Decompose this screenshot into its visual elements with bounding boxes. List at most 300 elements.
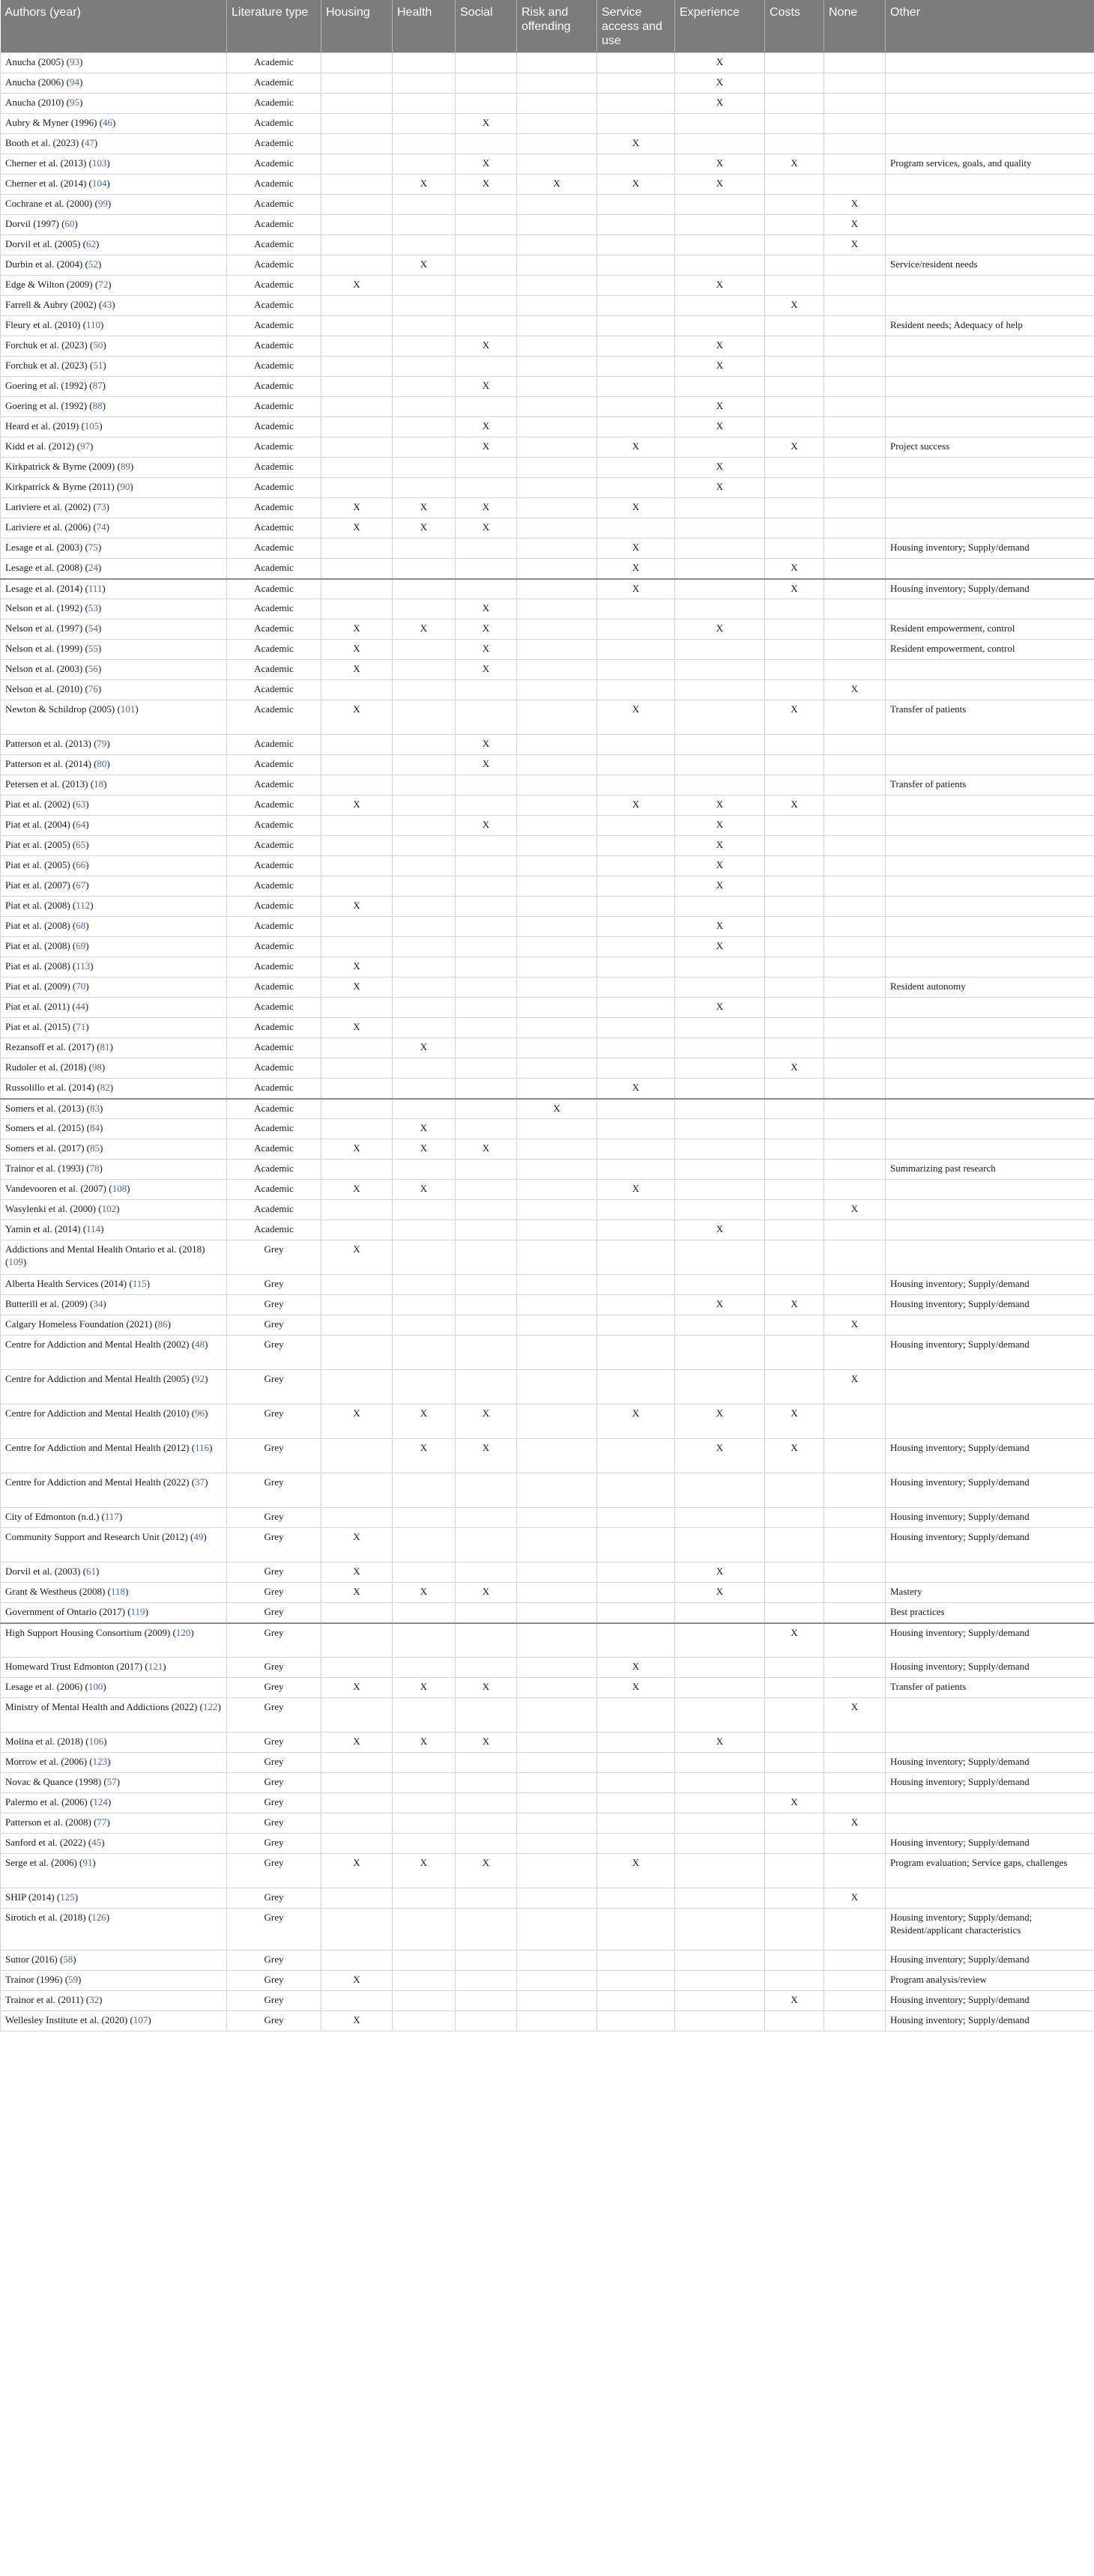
none-cell <box>824 1508 886 1528</box>
reference-link[interactable]: 47 <box>84 137 94 148</box>
table-row <box>1 836 1094 856</box>
author-text: Aubry & Myner (1996) <box>5 117 97 128</box>
literature-type-cell: Grey <box>227 1404 321 1439</box>
housing-cell <box>321 195 393 215</box>
author-cell: Booth et al. (2023) (47) <box>1 134 227 154</box>
literature-type-cell: Academic <box>227 1099 321 1119</box>
col-header-costs: Costs <box>765 0 824 53</box>
social-cell <box>456 579 517 599</box>
social-cell: X <box>456 114 517 134</box>
none-cell: X <box>824 1370 886 1404</box>
reference-link[interactable]: 78 <box>89 1163 100 1174</box>
costs-cell <box>765 1773 824 1793</box>
reference-link[interactable]: 121 <box>148 1661 163 1672</box>
reference-link[interactable]: 91 <box>82 1857 93 1868</box>
reference-link[interactable]: 82 <box>100 1082 110 1093</box>
author-cell: Russolillo et al. (2014) (82) <box>1 1079 227 1099</box>
housing-cell <box>321 1813 393 1834</box>
literature-type-cell: Academic <box>227 735 321 755</box>
reference-link[interactable]: 96 <box>195 1407 205 1419</box>
table-row <box>1 1404 1094 1439</box>
reference-link[interactable]: 76 <box>88 683 98 694</box>
service-access-cell <box>597 1813 675 1834</box>
none-cell <box>824 1275 886 1295</box>
author-text: Kidd et al. (2012) <box>5 440 75 452</box>
reference-link[interactable]: 32 <box>89 1994 100 2005</box>
risk-cell <box>517 876 597 897</box>
author-text: Lesage et al. (2008) <box>5 562 83 573</box>
reference-link[interactable]: 61 <box>85 1566 96 1577</box>
service-access-cell <box>597 1971 675 1991</box>
reference-link[interactable]: 59 <box>68 1974 79 1985</box>
other-cell <box>886 357 1094 377</box>
service-access-cell <box>597 1603 675 1623</box>
reference-link[interactable]: 119 <box>130 1606 145 1617</box>
none-cell <box>824 2011 886 2031</box>
reference-link[interactable]: 94 <box>69 76 79 88</box>
service-access-cell: X <box>597 134 675 154</box>
social-cell <box>456 957 517 978</box>
costs-cell <box>765 53 824 73</box>
reference-link[interactable]: 64 <box>76 819 86 830</box>
author-cell: Sanford et al. (2022) (45) <box>1 1834 227 1854</box>
table-row <box>1 1370 1094 1404</box>
reference-link[interactable]: 122 <box>202 1701 218 1712</box>
reference-link[interactable]: 58 <box>63 1954 73 1965</box>
housing-cell <box>321 316 393 336</box>
other-cell: Project success <box>886 437 1094 458</box>
housing-cell <box>321 559 393 579</box>
reference-link[interactable]: 105 <box>84 420 100 431</box>
author-cell: Trainor (1996) (59) <box>1 1971 227 1991</box>
reference-link[interactable]: 103 <box>91 157 107 169</box>
author-cell: Piat et al. (2008) (113) <box>1 957 227 978</box>
housing-cell <box>321 816 393 836</box>
housing-cell <box>321 73 393 94</box>
reference-link[interactable]: 92 <box>195 1373 205 1384</box>
health-cell <box>393 1888 456 1909</box>
reference-link[interactable]: 123 <box>92 1756 108 1767</box>
none-cell <box>824 1295 886 1315</box>
housing-cell: X <box>321 1139 393 1160</box>
social-cell <box>456 1038 517 1058</box>
risk-cell <box>517 114 597 134</box>
other-cell: Housing inventory; Supply/demand <box>886 1658 1094 1678</box>
health-cell: X <box>393 1583 456 1603</box>
experience-cell <box>675 235 765 255</box>
other-cell <box>886 114 1094 134</box>
experience-cell: X <box>675 458 765 478</box>
risk-cell <box>517 539 597 559</box>
reference-link[interactable]: 115 <box>132 1278 147 1289</box>
none-cell <box>824 1336 886 1370</box>
literature-type-cell: Academic <box>227 680 321 700</box>
author-text: Nelson et al. (2003) <box>5 663 83 674</box>
experience-cell <box>675 1038 765 1058</box>
author-text: Nelson et al. (1999) <box>5 643 83 654</box>
author-text: Piat et al. (2002) <box>5 798 70 810</box>
author-cell: Aubry & Myner (1996) (46) <box>1 114 227 134</box>
social-cell: X <box>456 518 517 539</box>
table-row <box>1 134 1094 154</box>
reference-link[interactable]: 57 <box>106 1776 117 1787</box>
author-cell: Molina et al. (2018) (106) <box>1 1733 227 1753</box>
health-cell <box>393 897 456 917</box>
literature-type-cell: Academic <box>227 917 321 937</box>
author-cell: Alberta Health Services (2014) (115) <box>1 1275 227 1295</box>
literature-type-cell: Academic <box>227 1079 321 1099</box>
social-cell <box>456 1888 517 1909</box>
reference-link[interactable]: 34 <box>93 1298 103 1309</box>
other-cell: Resident needs; Adequacy of help <box>886 316 1094 336</box>
reference-link[interactable]: 69 <box>76 940 86 951</box>
none-cell <box>824 856 886 876</box>
reference-link[interactable]: 111 <box>88 582 103 594</box>
housing-cell <box>321 397 393 417</box>
experience-cell <box>675 1079 765 1099</box>
housing-cell <box>321 1473 393 1508</box>
risk-cell <box>517 1623 597 1658</box>
reference-link[interactable]: 112 <box>76 900 91 911</box>
experience-cell <box>675 1508 765 1528</box>
reference-link[interactable]: 113 <box>76 960 91 972</box>
reference-link[interactable]: 63 <box>76 798 86 810</box>
reference-link[interactable]: 43 <box>102 299 112 310</box>
literature-type-cell: Grey <box>227 1295 321 1315</box>
reference-link[interactable]: 80 <box>97 758 107 769</box>
reference-link[interactable]: 77 <box>97 1816 107 1828</box>
author-cell: Grant & Westheus (2008) (118) <box>1 1583 227 1603</box>
health-cell <box>393 978 456 998</box>
none-cell <box>824 498 886 518</box>
reference-link[interactable]: 118 <box>110 1586 126 1597</box>
reference-link[interactable]: 65 <box>76 839 86 850</box>
reference-link[interactable]: 126 <box>91 1912 106 1923</box>
housing-cell <box>321 539 393 559</box>
reference-link[interactable]: 97 <box>80 440 91 452</box>
health-cell <box>393 1834 456 1854</box>
reference-link[interactable]: 67 <box>76 879 86 891</box>
reference-link[interactable]: 48 <box>195 1339 205 1350</box>
costs-cell: X <box>765 1295 824 1315</box>
costs-cell: X <box>765 1991 824 2011</box>
risk-cell <box>517 1220 597 1240</box>
housing-cell: X <box>321 1563 393 1583</box>
other-cell <box>886 235 1094 255</box>
reference-link[interactable]: 117 <box>104 1511 119 1522</box>
housing-cell <box>321 775 393 795</box>
author-cell: Novac & Quance (1998) (57) <box>1 1773 227 1793</box>
costs-cell <box>765 1220 824 1240</box>
author-cell: Palermo et al. (2006) (124) <box>1 1793 227 1813</box>
author-text: Centre for Addiction and Mental Health (2010) <box>5 1407 190 1419</box>
reference-link[interactable]: 74 <box>96 521 106 533</box>
risk-cell <box>517 1528 597 1563</box>
experience-cell <box>675 134 765 154</box>
costs-cell: X <box>765 1058 824 1079</box>
risk-cell <box>517 1018 597 1038</box>
reference-link[interactable]: 124 <box>93 1796 108 1807</box>
health-cell <box>393 437 456 458</box>
author-cell: Patterson et al. (2008) (77) <box>1 1813 227 1834</box>
reference-link[interactable]: 110 <box>85 319 100 330</box>
reference-link[interactable]: 101 <box>120 703 136 715</box>
reference-link[interactable]: 99 <box>97 198 108 209</box>
author-text: Cherner et al. (2014) <box>5 178 87 189</box>
none-cell <box>824 876 886 897</box>
other-cell: Housing inventory; Supply/demand <box>886 1295 1094 1315</box>
author-cell: Cochrane et al. (2000) (99) <box>1 195 227 215</box>
reference-link[interactable]: 125 <box>60 1891 75 1903</box>
housing-cell <box>321 1079 393 1099</box>
other-cell <box>886 599 1094 619</box>
health-cell <box>393 957 456 978</box>
housing-cell: X <box>321 795 393 816</box>
none-cell <box>824 1439 886 1473</box>
author-text: Vandevooren et al. (2007) <box>5 1183 107 1194</box>
health-cell <box>393 1079 456 1099</box>
other-cell: Transfer of patients <box>886 700 1094 735</box>
none-cell <box>824 1951 886 1971</box>
reference-link[interactable]: 89 <box>120 461 130 472</box>
reference-link[interactable]: 88 <box>92 400 103 411</box>
other-cell <box>886 134 1094 154</box>
none-cell: X <box>824 215 886 235</box>
author-text: Forchuk et al. (2023) <box>5 360 88 371</box>
reference-link[interactable]: 50 <box>93 339 103 351</box>
reference-link[interactable]: 45 <box>91 1837 102 1848</box>
reference-link[interactable]: 86 <box>157 1318 168 1330</box>
health-cell <box>393 640 456 660</box>
costs-cell <box>765 755 824 775</box>
health-cell <box>393 795 456 816</box>
author-cell: Petersen et al. (2013) (18) <box>1 775 227 795</box>
costs-cell <box>765 417 824 437</box>
table-row <box>1 377 1094 397</box>
other-cell: Housing inventory; Supply/demand; Resident/applicant characteristics <box>886 1909 1094 1951</box>
housing-cell: X <box>321 1733 393 1753</box>
reference-link[interactable]: 66 <box>76 859 86 870</box>
none-cell <box>824 539 886 559</box>
other-cell <box>886 836 1094 856</box>
none-cell <box>824 755 886 775</box>
literature-type-cell: Grey <box>227 1370 321 1404</box>
costs-cell <box>765 735 824 755</box>
reference-link[interactable]: 60 <box>64 218 75 229</box>
literature-type-cell: Academic <box>227 957 321 978</box>
social-cell <box>456 1623 517 1658</box>
author-text: Government of Ontario (2017) <box>5 1606 125 1617</box>
reference-link[interactable]: 56 <box>88 663 98 674</box>
service-access-cell <box>597 1200 675 1220</box>
reference-link[interactable]: 18 <box>94 778 104 790</box>
risk-cell <box>517 437 597 458</box>
health-cell <box>393 1370 456 1404</box>
reference-link[interactable]: 95 <box>69 97 79 108</box>
experience-cell: X <box>675 937 765 957</box>
other-cell <box>886 1240 1094 1275</box>
author-cell: Serge et al. (2006) (91) <box>1 1854 227 1888</box>
experience-cell: X <box>675 836 765 856</box>
none-cell <box>824 276 886 296</box>
reference-link[interactable]: 44 <box>75 1001 85 1012</box>
social-cell <box>456 296 517 316</box>
reference-link[interactable]: 84 <box>90 1122 100 1133</box>
risk-cell <box>517 417 597 437</box>
author-cell: Addictions and Mental Health Ontario et al. (2018) (109) <box>1 1240 227 1275</box>
housing-cell <box>321 1603 393 1623</box>
social-cell <box>456 458 517 478</box>
reference-link[interactable]: 120 <box>175 1626 191 1638</box>
service-access-cell <box>597 1583 675 1603</box>
reference-link[interactable]: 51 <box>93 360 103 371</box>
table-row <box>1 417 1094 437</box>
other-cell <box>886 1813 1094 1834</box>
reference-link[interactable]: 62 <box>85 238 96 249</box>
reference-link[interactable]: 108 <box>112 1183 127 1194</box>
author-text: Trainor (1996) <box>5 1974 63 1985</box>
reference-link[interactable]: 116 <box>195 1442 210 1453</box>
table-row <box>1 1888 1094 1909</box>
none-cell <box>824 417 886 437</box>
reference-link[interactable]: 83 <box>90 1102 100 1114</box>
none-cell <box>824 397 886 417</box>
social-cell <box>456 1473 517 1508</box>
housing-cell <box>321 1160 393 1180</box>
reference-link[interactable]: 85 <box>90 1142 100 1154</box>
other-cell <box>886 73 1094 94</box>
social-cell: X <box>456 816 517 836</box>
risk-cell <box>517 1834 597 1854</box>
reference-link[interactable]: 71 <box>76 1021 86 1032</box>
experience-cell <box>675 195 765 215</box>
reference-link[interactable]: 98 <box>91 1061 102 1073</box>
costs-cell <box>765 856 824 876</box>
reference-link[interactable]: 107 <box>133 2014 148 2025</box>
reference-link[interactable]: 93 <box>69 56 79 67</box>
other-cell <box>886 478 1094 498</box>
costs-cell <box>765 1888 824 1909</box>
housing-cell <box>321 856 393 876</box>
reference-link[interactable]: 68 <box>76 920 86 931</box>
reference-link[interactable]: 53 <box>88 602 98 613</box>
reference-link[interactable]: 52 <box>88 258 98 270</box>
experience-cell <box>675 2011 765 2031</box>
experience-cell <box>675 1698 765 1733</box>
author-cell: Nelson et al. (1997) (54) <box>1 619 227 640</box>
none-cell <box>824 1220 886 1240</box>
reference-link[interactable]: 49 <box>193 1531 204 1542</box>
experience-cell <box>675 498 765 518</box>
reference-link[interactable]: 106 <box>88 1736 104 1747</box>
health-cell <box>393 1793 456 1813</box>
risk-cell <box>517 795 597 816</box>
table-row <box>1 539 1094 559</box>
table-row <box>1 735 1094 755</box>
reference-link[interactable]: 37 <box>195 1476 205 1488</box>
reference-link[interactable]: 90 <box>120 481 130 492</box>
literature-type-cell: Academic <box>227 53 321 73</box>
reference-link[interactable]: 104 <box>91 178 107 189</box>
table-row <box>1 1733 1094 1753</box>
author-cell: Community Support and Research Unit (2012) (49) <box>1 1528 227 1563</box>
reference-link[interactable]: 102 <box>101 1203 117 1214</box>
author-text: Forchuk et al. (2023) <box>5 339 88 351</box>
risk-cell <box>517 377 597 397</box>
author-cell: Piat et al. (2005) (66) <box>1 856 227 876</box>
literature-type-cell: Academic <box>227 397 321 417</box>
reference-link[interactable]: 70 <box>76 981 86 992</box>
none-cell <box>824 94 886 114</box>
social-cell: X <box>456 498 517 518</box>
health-cell: X <box>393 1180 456 1200</box>
author-text: Wasylenki et al. (2000) <box>5 1203 96 1214</box>
housing-cell <box>321 417 393 437</box>
social-cell <box>456 897 517 917</box>
reference-link[interactable]: 100 <box>88 1681 103 1692</box>
reference-link[interactable]: 55 <box>88 643 98 654</box>
reference-link[interactable]: 46 <box>103 117 112 128</box>
other-cell: Housing inventory; Supply/demand <box>886 579 1094 599</box>
col-header-experience: Experience <box>675 0 765 53</box>
housing-cell: X <box>321 276 393 296</box>
author-text: Lesage et al. (2003) <box>5 542 83 553</box>
reference-link[interactable]: 54 <box>88 622 98 634</box>
housing-cell <box>321 579 393 599</box>
table-row <box>1 518 1094 539</box>
costs-cell <box>765 377 824 397</box>
health-cell <box>393 53 456 73</box>
health-cell <box>393 755 456 775</box>
reference-link[interactable]: 73 <box>96 501 106 512</box>
social-cell <box>456 978 517 998</box>
table-row <box>1 336 1094 357</box>
risk-cell <box>517 276 597 296</box>
housing-cell <box>321 1753 393 1773</box>
other-cell <box>886 957 1094 978</box>
literature-type-cell: Academic <box>227 478 321 498</box>
author-cell: SHIP (2014) (125) <box>1 1888 227 1909</box>
author-cell: Centre for Addiction and Mental Health (2002) (48) <box>1 1336 227 1370</box>
none-cell <box>824 114 886 134</box>
experience-cell <box>675 1813 765 1834</box>
author-text: Fleury et al. (2010) <box>5 319 81 330</box>
social-cell <box>456 1160 517 1180</box>
author-text: Booth et al. (2023) <box>5 137 79 148</box>
experience-cell <box>675 660 765 680</box>
other-cell <box>886 336 1094 357</box>
table-row <box>1 816 1094 836</box>
service-access-cell <box>597 1099 675 1119</box>
reference-link[interactable]: 24 <box>88 562 98 573</box>
experience-cell: X <box>675 1220 765 1240</box>
other-cell: Housing inventory; Supply/demand <box>886 1834 1094 1854</box>
reference-link[interactable]: 81 <box>100 1041 110 1052</box>
reference-link[interactable]: 114 <box>86 1223 101 1234</box>
author-text: Piat et al. (2004) <box>5 819 70 830</box>
risk-cell <box>517 559 597 579</box>
literature-type-cell: Academic <box>227 296 321 316</box>
service-access-cell <box>597 1295 675 1315</box>
reference-link[interactable]: 109 <box>8 1256 23 1267</box>
other-cell <box>886 195 1094 215</box>
reference-link[interactable]: 72 <box>98 279 109 290</box>
reference-link[interactable]: 79 <box>97 738 107 749</box>
reference-link[interactable]: 87 <box>92 380 103 391</box>
health-cell <box>393 316 456 336</box>
reference-link[interactable]: 75 <box>88 542 98 553</box>
service-access-cell <box>597 377 675 397</box>
